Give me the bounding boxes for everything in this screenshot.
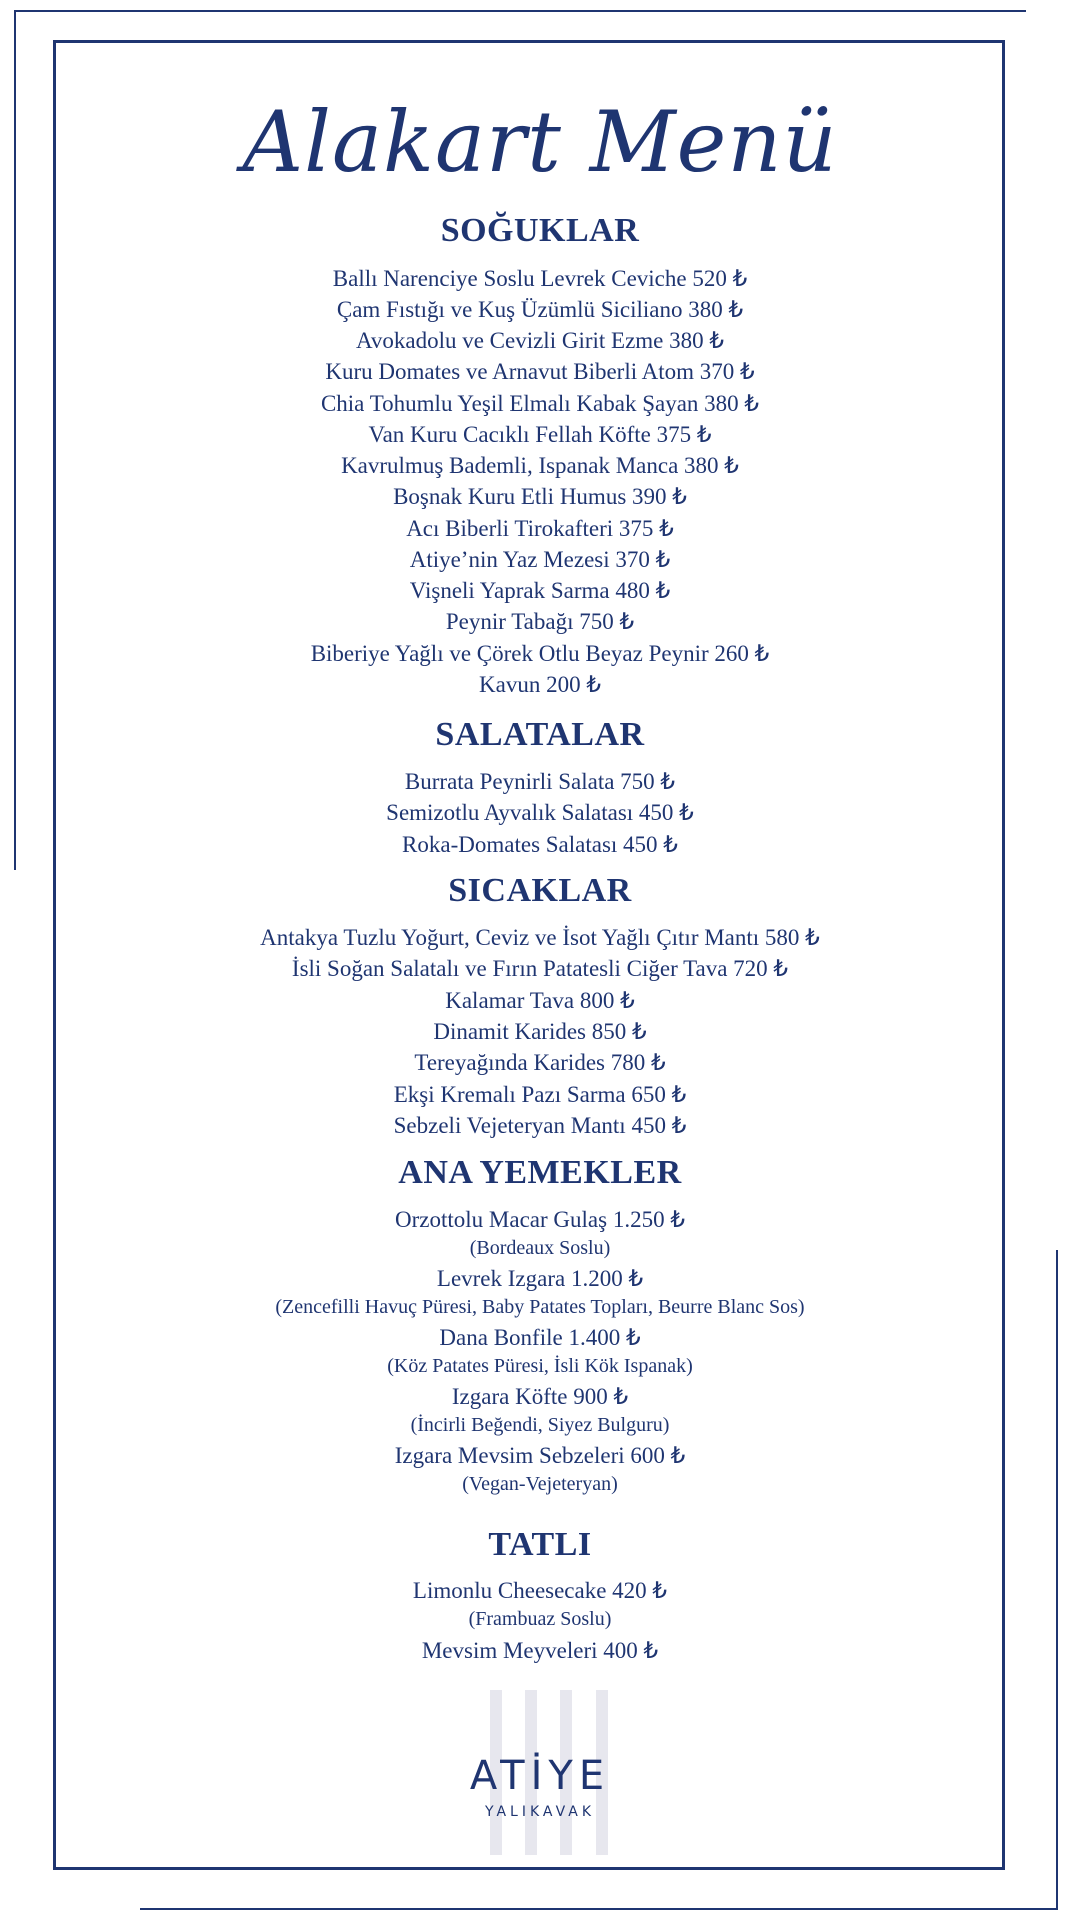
menu-item: İsli Soğan Salatalı ve Fırın Patatesli Ciğer Tava 720 ₺ xyxy=(291,956,789,981)
menu-item: Van Kuru Cacıklı Fellah Köfte 375 ₺ xyxy=(368,422,712,447)
menu-item: Limonlu Cheesecake 420 ₺ xyxy=(412,1578,668,1603)
menu-item: Antakya Tuzlu Yoğurt, Ceviz ve İsot Yağlı Çıtır Mantı 580 ₺ xyxy=(260,925,820,950)
menu-item: Chia Tohumlu Yeşil Elmalı Kabak Şayan 380 ₺ xyxy=(320,391,760,416)
menu-item: Burrata Peynirli Salata 750 ₺ xyxy=(404,769,676,794)
menu-item-note: (Köz Patates Püresi, İsli Kök Ispanak) xyxy=(387,1355,693,1377)
menu-item: Atiye’nin Yaz Mezesi 370 ₺ xyxy=(409,547,671,572)
menu-item: Orzottolu Macar Gulaş 1.250 ₺ xyxy=(395,1207,685,1232)
section-heading-ana-yemekler: ANA YEMEKLER xyxy=(398,1154,682,1191)
menu-item: Levrek Izgara 1.200 ₺ xyxy=(436,1266,644,1291)
menu-item-note: (Bordeaux Soslu) xyxy=(469,1237,611,1259)
section-heading-tatli: TATLI xyxy=(488,1526,592,1563)
menu-item: Izgara Köfte 900 ₺ xyxy=(451,1384,629,1409)
section-heading-salatalar: SALATALAR xyxy=(435,716,645,753)
menu-item: Kavrulmuş Bademli, Ispanak Manca 380 ₺ xyxy=(341,453,739,478)
menu-item: Ekşi Kremalı Pazı Sarma 650 ₺ xyxy=(393,1082,687,1107)
menu-item: Çam Fıstığı ve Kuş Üzümlü Siciliano 380 ₺ xyxy=(336,297,744,322)
menu-item: Semizotlu Ayvalık Salatası 450 ₺ xyxy=(386,800,694,825)
menu-item: Dana Bonfile 1.400 ₺ xyxy=(439,1325,641,1350)
menu-item: Mevsim Meyveleri 400 ₺ xyxy=(421,1638,659,1663)
menu-item: Acı Biberli Tirokafteri 375 ₺ xyxy=(406,516,674,541)
bottom-frame-line xyxy=(140,1908,1058,1910)
menu-item: Kavun 200 ₺ xyxy=(479,672,601,697)
section-heading-soguklar: SOĞUKLAR xyxy=(440,212,640,249)
logo-wordmark: ATİYE xyxy=(469,1753,611,1799)
menu-item: Kalamar Tava 800 ₺ xyxy=(445,988,635,1013)
menu-item: Biberiye Yağlı ve Çörek Otlu Beyaz Peynir 260 ₺ xyxy=(310,641,770,666)
menu-item: Avokadolu ve Cevizli Girit Ezme 380 ₺ xyxy=(355,328,725,353)
menu-item: Boşnak Kuru Etli Humus 390 ₺ xyxy=(393,484,687,509)
menu-item: Ballı Narenciye Soslu Levrek Ceviche 520 ₺ xyxy=(332,266,748,291)
menu-item: Sebzeli Vejeteryan Mantı 450 ₺ xyxy=(393,1113,687,1138)
menu-item-note: (Vegan-Vejeteryan) xyxy=(462,1473,618,1495)
menu-title: Alakart Menü xyxy=(242,93,838,191)
top-frame-line xyxy=(14,10,1026,12)
menu-item: Roka-Domates Salatası 450 ₺ xyxy=(402,832,678,857)
menu-item-note: (Zencefilli Havuç Püresi, Baby Patates Topları, Beurre Blanc Sos) xyxy=(275,1296,805,1318)
menu-item: Izgara Mevsim Sebzeleri 600 ₺ xyxy=(394,1443,686,1468)
menu-item: Dinamit Karides 850 ₺ xyxy=(433,1019,647,1044)
section-heading-sicaklar: SICAKLAR xyxy=(448,872,632,909)
logo-subtitle: YALIKAVAK xyxy=(484,1804,596,1820)
menu-item: Peynir Tabağı 750 ₺ xyxy=(445,609,635,634)
menu-item: Tereyağında Karides 780 ₺ xyxy=(414,1050,666,1075)
menu-item-note: (Frambuaz Soslu) xyxy=(468,1608,612,1630)
menu-item-note: (İncirli Beğendi, Siyez Bulguru) xyxy=(410,1414,670,1436)
menu-item: Vişneli Yaprak Sarma 480 ₺ xyxy=(409,578,671,603)
menu-item: Kuru Domates ve Arnavut Biberli Atom 370 ₺ xyxy=(325,359,755,384)
